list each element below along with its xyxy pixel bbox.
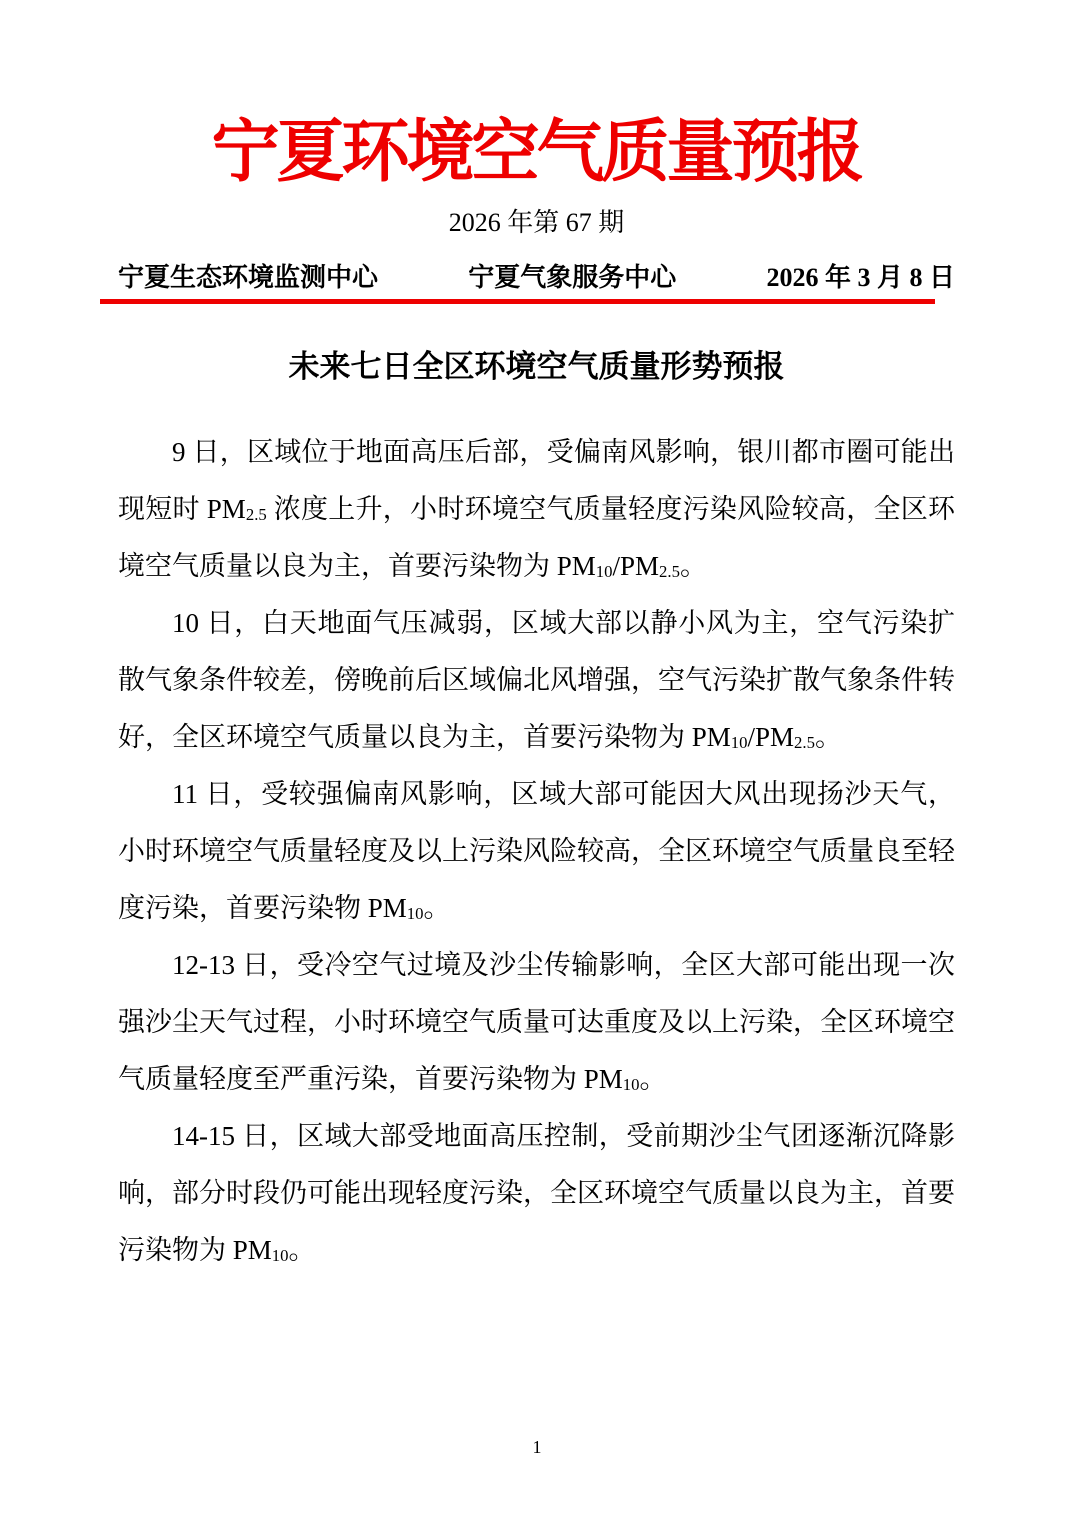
red-divider-rule xyxy=(100,299,935,304)
pollutant-subscript: 10 xyxy=(595,562,613,582)
pollutant-subscript: 2.5 xyxy=(659,562,680,582)
issue-date: 2026 年 3 月 8 日 xyxy=(766,263,955,293)
pollutant-subscript: 2.5 xyxy=(794,733,815,753)
forecast-paragraph: 14-15 日，区域大部受地面高压控制，受前期沙尘气团逐渐沉降影响，部分时段仍可能出现轻度污染，全区环境空气质量以良为主，首要污染物为 $PM_{10}$。 xyxy=(118,1121,955,1266)
pollutant-subscript: 10 xyxy=(406,904,424,924)
pollutant-subscript: 2.5 xyxy=(245,505,267,525)
forecast-paragraph: 10 日，白天地面气压减弱，区域大部以静小风为主，空气污染扩散气象条件较差，傍晚前后区域偏北风增强，空气污染扩散气象条件转好，全区环境空气质量以良为主，首要污染物为 $PM_{10}/PM_{2.5}$。 xyxy=(118,608,955,753)
section-title: 未来七日全区环境空气质量形势预报 xyxy=(288,349,785,385)
pollutant-subscript: 10 xyxy=(730,733,748,753)
issuing-agency-meteorological-center: 宁夏气象服务中心 xyxy=(468,263,677,293)
document-title: 宁夏环境空气质量预报 xyxy=(211,114,862,190)
page-number: 1 xyxy=(532,1437,542,1457)
pollutant-subscript: 10 xyxy=(622,1075,640,1095)
pollutant-subscript: 10 xyxy=(271,1246,289,1266)
issue-number: 2026 年第 67 期 xyxy=(448,208,625,238)
forecast-paragraph: 11 日，受较强偏南风影响，区域大部可能因大风出现扬沙天气，小时环境空气质量轻度及以上污染风险较高，全区环境空气质量良至轻度污染，首要污染物 $PM_{10}$。 xyxy=(118,779,955,924)
forecast-paragraphs xyxy=(118,424,955,1279)
issuing-agency-monitoring-center: 宁夏生态环境监测中心 xyxy=(118,263,379,293)
masthead xyxy=(118,262,955,294)
forecast-paragraph: 9 日，区域位于地面高压后部，受偏南风影响，银川都市圈可能出现短时 $PM_{2.5}$ 浓度上升，小时环境空气质量轻度污染风险较高，全区环境空气质量以良为主，首要污染物为 $PM_{10}/PM_{2.5}$。 xyxy=(118,437,956,582)
forecast-paragraph: 12-13 日，受冷空气过境及沙尘传输影响，全区大部可能出现一次强沙尘天气过程，小时环境空气质量可达重度及以上污染，全区环境空气质量轻度至严重污染，首要污染物为 $PM_{10}$。 xyxy=(118,950,955,1095)
